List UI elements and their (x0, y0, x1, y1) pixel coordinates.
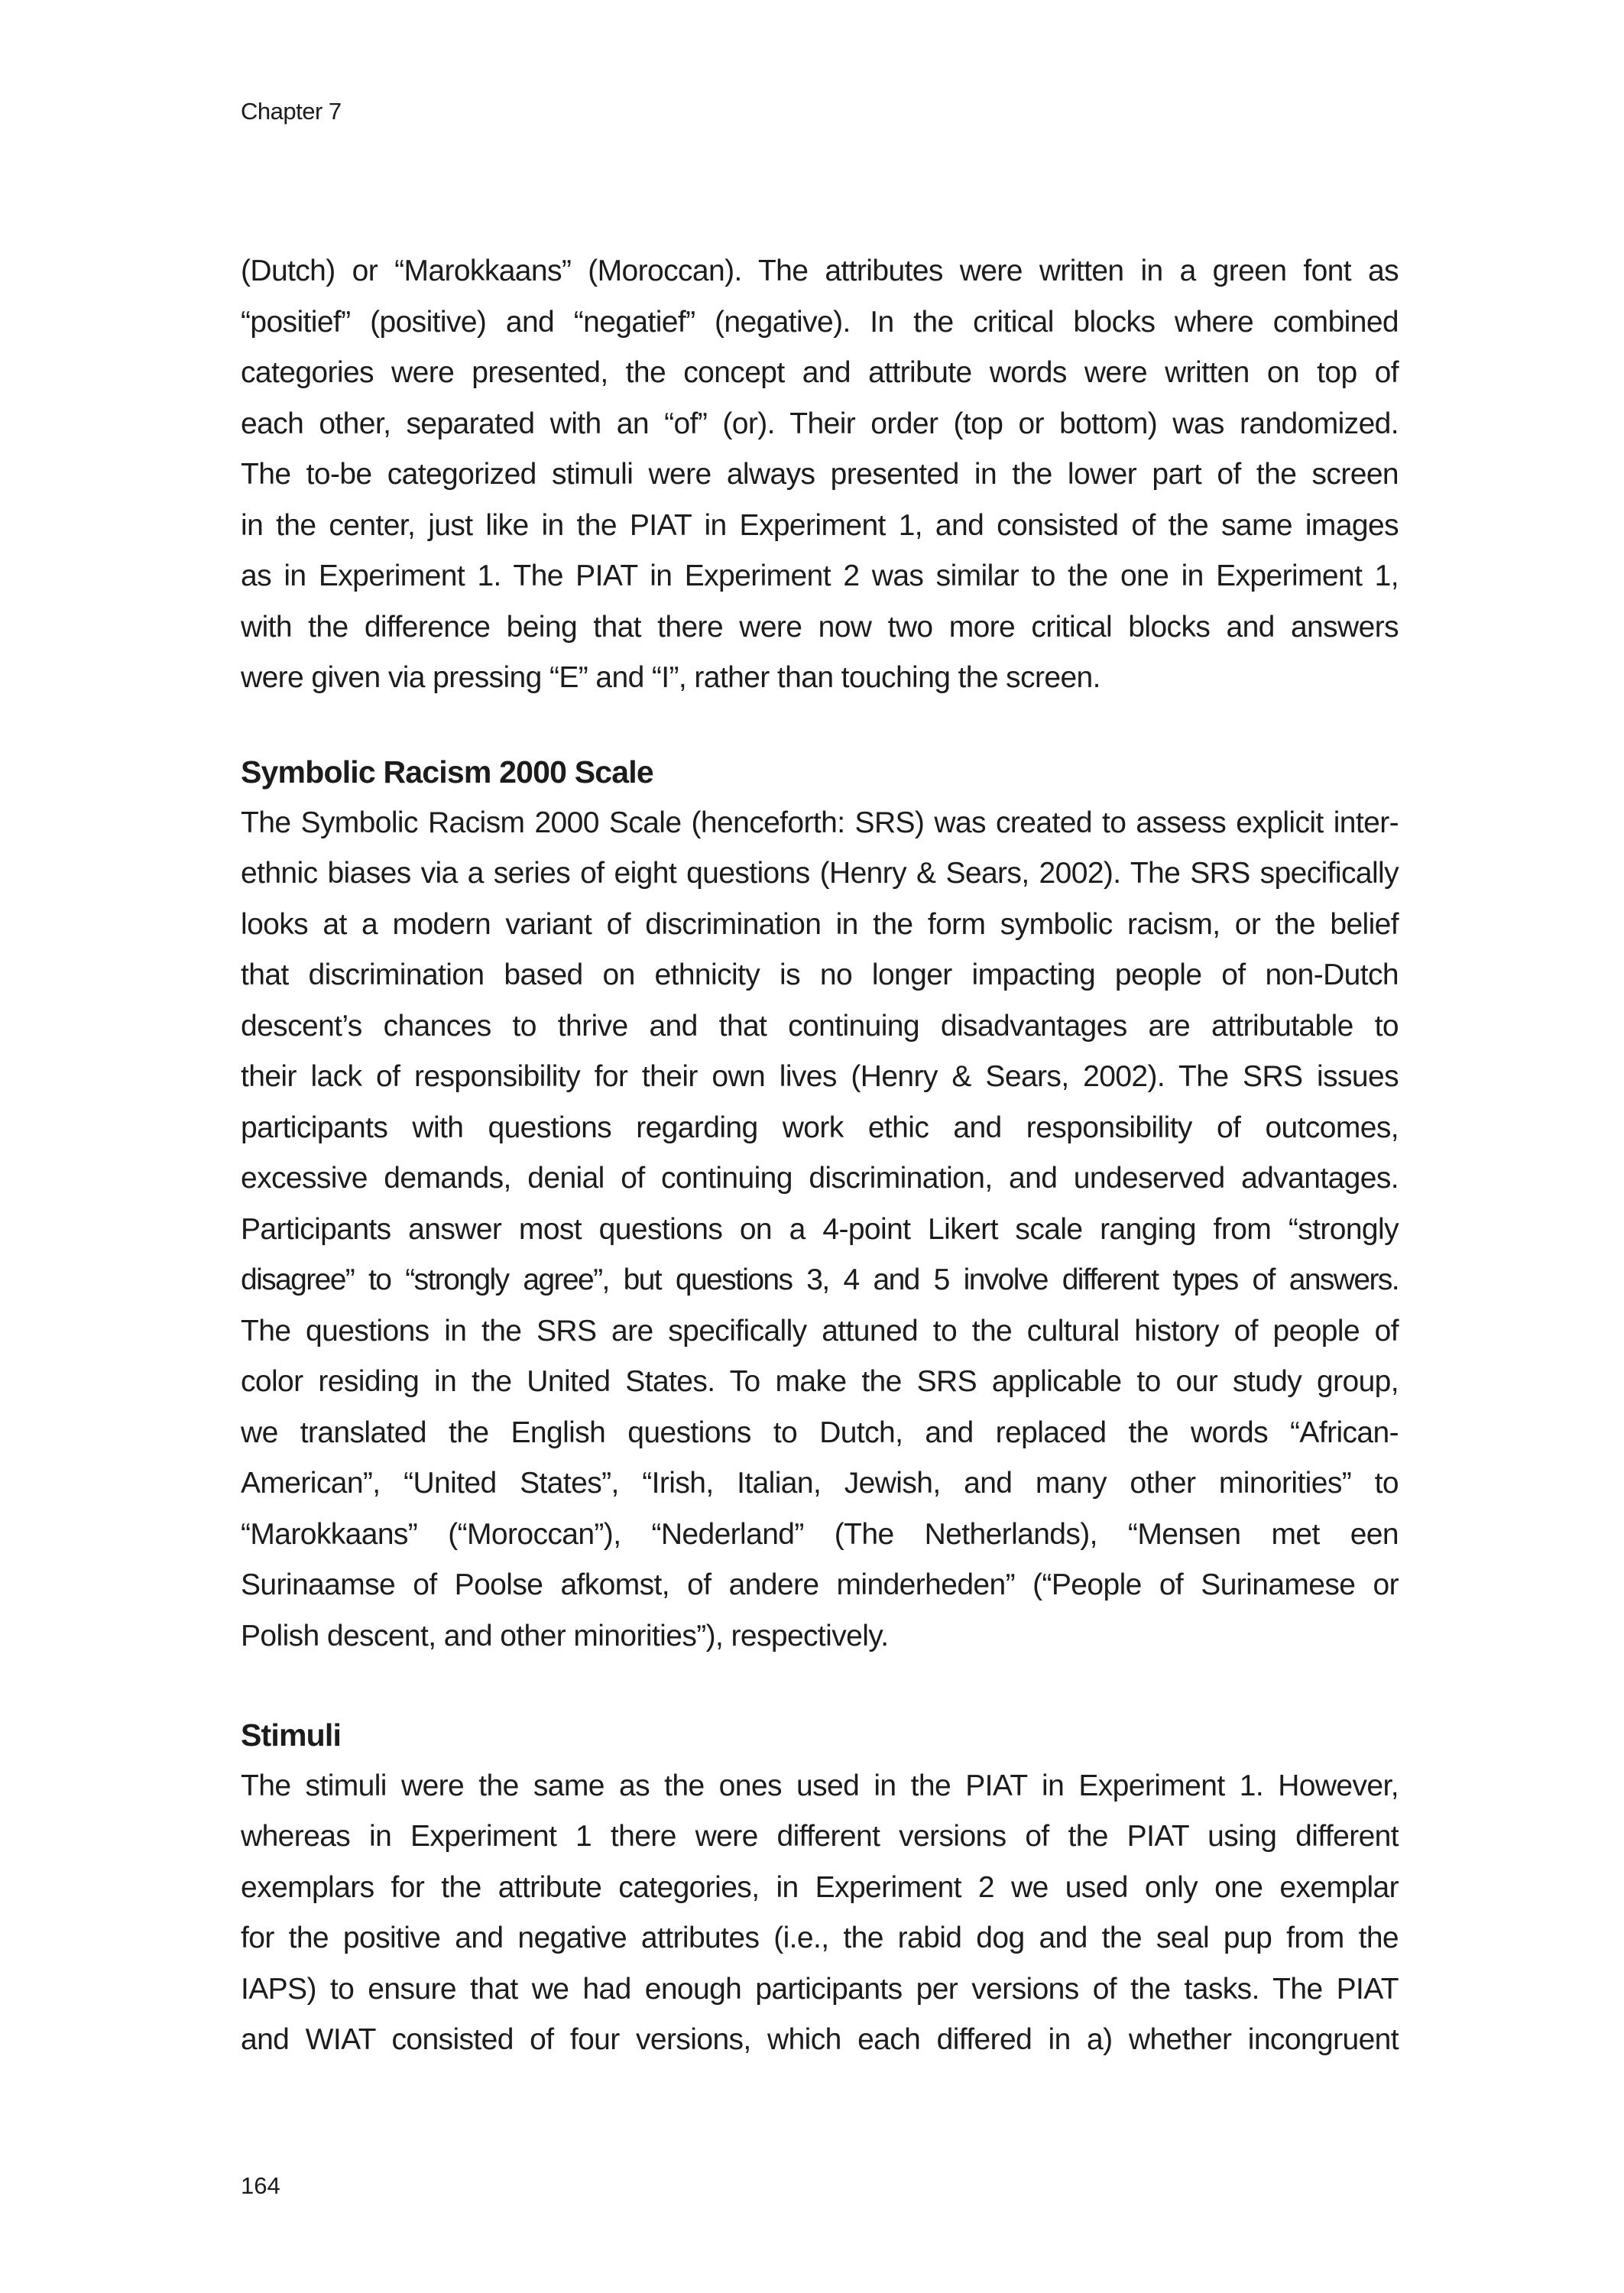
text-line: for the positive and negative attributes (i.e., the rabid dog and the seal pup from the (241, 1922, 1399, 1954)
text-line: with the difference being that there were now two more critical blocks and answers (241, 610, 1399, 644)
text-line: excessive demands, denial of continuing discrimination, and undeserved advantages. (241, 1162, 1399, 1195)
text-line: categories were presented, the concept and attribute words were written on top of (241, 356, 1399, 389)
running-head: Chapter 7 (241, 98, 342, 125)
text-line: each other, separated with an “of” (or). Their order (top or bottom) was randomized. (241, 407, 1399, 440)
text-line: whereas in Experiment 1 there were different versions of the PIAT using different (241, 1820, 1399, 1853)
text-line: color residing in the United States. To make the SRS applicable to our study group, (241, 1365, 1399, 1398)
text-line: and WIAT consisted of four versions, which each differed in a) whether incongruent (241, 2023, 1399, 2056)
text-line: looks at a modern variant of discrimination in the form symbolic racism, or the belief (241, 907, 1399, 941)
page-number: 164 (241, 2172, 280, 2199)
paragraph-piat-description (241, 246, 1399, 704)
text-line: The Symbolic Racism 2000 Scale (henceforth: SRS) was created to assess explicit inter- (241, 806, 1399, 839)
text-line: Polish descent, and other minorities”), respectively. (241, 1619, 889, 1652)
text-line: as in Experiment 1. The PIAT in Experiment 2 was similar to the one in Experiment 1, (241, 559, 1399, 592)
text-line: The stimuli were the same as the ones used in the PIAT in Experiment 1. However, (241, 1769, 1399, 1802)
text-line: The to-be categorized stimuli were always presented in the lower part of the screen (241, 458, 1399, 491)
text-line: Participants answer most questions on a 4-point Likert scale ranging from “strongly (241, 1212, 1399, 1246)
text-line: ethnic biases via a series of eight questions (Henry & Sears, 2002). The SRS specifically (241, 857, 1399, 890)
text-line: Surinaamse of Poolse afkomst, of andere minderheden” (“People of Surinamese or (241, 1568, 1399, 1601)
text-line: that discrimination based on ethnicity is no longer impacting people of non-Dutch (241, 958, 1399, 991)
text-line: their lack of responsibility for their own lives (Henry & Sears, 2002). The SRS issues (241, 1060, 1399, 1093)
section-stimuli (241, 1710, 1399, 2066)
text-line: “Marokkaans” (“Moroccan”), “Nederland” (The Netherlands), “Mensen met een (241, 1517, 1399, 1551)
text-line: descent’s chances to thrive and that continuing disadvantages are attributable to (241, 1009, 1399, 1043)
text-line: (Dutch) or “Marokkaans” (Moroccan). The attributes were written in a green font as (241, 255, 1399, 287)
text-line: we translated the English questions to Dutch, and replaced the words “African- (241, 1416, 1399, 1449)
text-line: in the center, just like in the PIAT in Experiment 1, and consisted of the same images (241, 508, 1399, 542)
text-line: “positief” (positive) and “negatief” (negative). In the critical blocks where combined (241, 305, 1399, 339)
text-line: IAPS) to ensure that we had enough participants per versions of the tasks. The PIAT (241, 1972, 1399, 2006)
text-line: were given via pressing “E” and “I”, rather than touching the screen. (241, 661, 1100, 694)
text-line: American”, “United States”, “Irish, Italian, Jewish, and many other minorities” to (241, 1467, 1399, 1500)
text-line: participants with questions regarding work ethic and responsibility of outcomes, (241, 1111, 1399, 1144)
section-heading: Stimuli (241, 1717, 342, 1753)
text-line: exemplars for the attribute categories, in Experiment 2 we used only one exemplar (241, 1870, 1399, 1904)
section-symbolic-racism-scale (241, 747, 1399, 1662)
section-heading: Symbolic Racism 2000 Scale (241, 754, 653, 790)
text-line: The questions in the SRS are specifically attuned to the cultural history of people of (241, 1314, 1399, 1348)
text-line: disagree” to “strongly agree”, but questions 3, 4 and 5 involve different types of answers. (241, 1263, 1399, 1296)
